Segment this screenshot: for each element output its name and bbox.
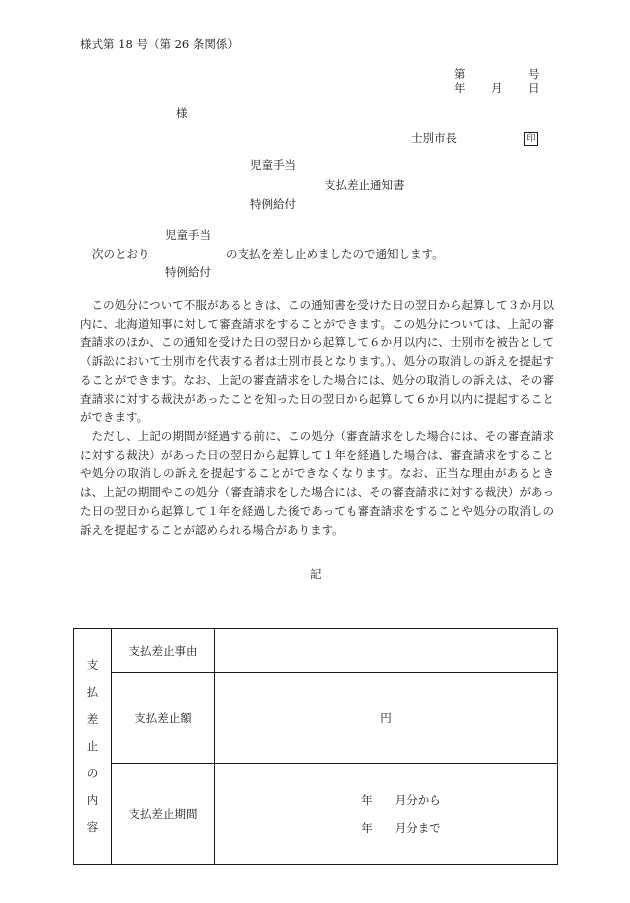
period-to-month: 月分まで <box>394 821 441 835</box>
period-to <box>215 814 557 842</box>
reason-label: 支払差止事由 <box>112 629 215 673</box>
amount-value <box>215 673 558 764</box>
notice-option-special-benefit: 特例給付 <box>165 265 211 279</box>
document-number-suffix: 号 <box>528 67 540 81</box>
appeal-paragraph-2: ただし、上記の期間が経過する前に、この処分（審査請求をした場合には、その審査請求に対する裁決）があった日の翌日から起算して１年を経過した場合は、審査請求をすることや処分の取消しの訴えを提起することができなくなります。なお、正当な理由があるときは、上記の期間やこの処分（審査請求をした場合には、その審査請求に対する裁決）があった日の翌日から起算して１年を経過した後であっても審査請求をすることや処分の取消しの訴えを提起することが認められる場合があります。 <box>80 429 554 537</box>
period-from <box>215 786 557 814</box>
vertical-header-char: の <box>86 766 99 780</box>
vertical-header-char: 容 <box>86 820 99 834</box>
vertical-header-char: 払 <box>86 685 99 699</box>
date-month: 月 <box>491 81 503 95</box>
form-number: 様式第 18 号（第 26 条関係） <box>80 37 239 51</box>
seal-stamp: 印 <box>524 132 538 146</box>
sender-mayor: 士別市長 <box>411 131 457 145</box>
vertical-header-char: 支 <box>86 658 99 672</box>
document-number-prefix: 第 <box>454 67 466 81</box>
suspension-details-table <box>73 628 558 865</box>
vertical-header-char: 止 <box>86 739 99 753</box>
appeal-paragraph-1: この処分について不服があるときは、この通知書を受けた日の翌日から起算して３か月以内に、北海道知事に対して審査請求をすることができます。この処分については、上記の審査請求のほか、この通知を受けた日の翌日から起算して６か月以内に、士別市を被告として（訴訟において士別市を代表する者は士別市長となります。）、処分の取消しの訴えを提起することができます。なお、上記の審査請求をした場合には、処分の取消しの訴えは、その審査請求に対する裁決があったことを知った日の翌日から起算して６か月以内に提起することができます。 <box>80 298 554 425</box>
period-from-year: 年 <box>361 793 373 807</box>
amount-label: 支払差止額 <box>112 673 215 764</box>
date-year: 年 <box>454 81 466 95</box>
reason-value <box>215 629 558 673</box>
period-value <box>215 764 558 865</box>
period-from-month: 月分から <box>394 793 441 807</box>
vertical-header-char: 差 <box>86 712 99 726</box>
period-label: 支払差止期間 <box>112 764 215 865</box>
notice-suffix: の支払を差し止めましたので通知します。 <box>226 247 444 261</box>
date-day: 日 <box>528 81 540 95</box>
title-option-child-allowance: 児童手当 <box>250 158 296 172</box>
period-to-year: 年 <box>361 821 373 835</box>
ki-heading: 記 <box>310 567 322 581</box>
title-option-special-benefit: 特例給付 <box>250 197 296 211</box>
vertical-header-char: 内 <box>86 793 99 807</box>
vertical-header <box>74 629 112 865</box>
notice-option-child-allowance: 児童手当 <box>165 228 211 242</box>
document-title: 支払差止通知書 <box>324 178 405 192</box>
amount-unit: 円 <box>380 711 392 725</box>
notice-prefix: 次のとおり <box>92 247 150 261</box>
recipient-honorific: 様 <box>176 106 188 120</box>
